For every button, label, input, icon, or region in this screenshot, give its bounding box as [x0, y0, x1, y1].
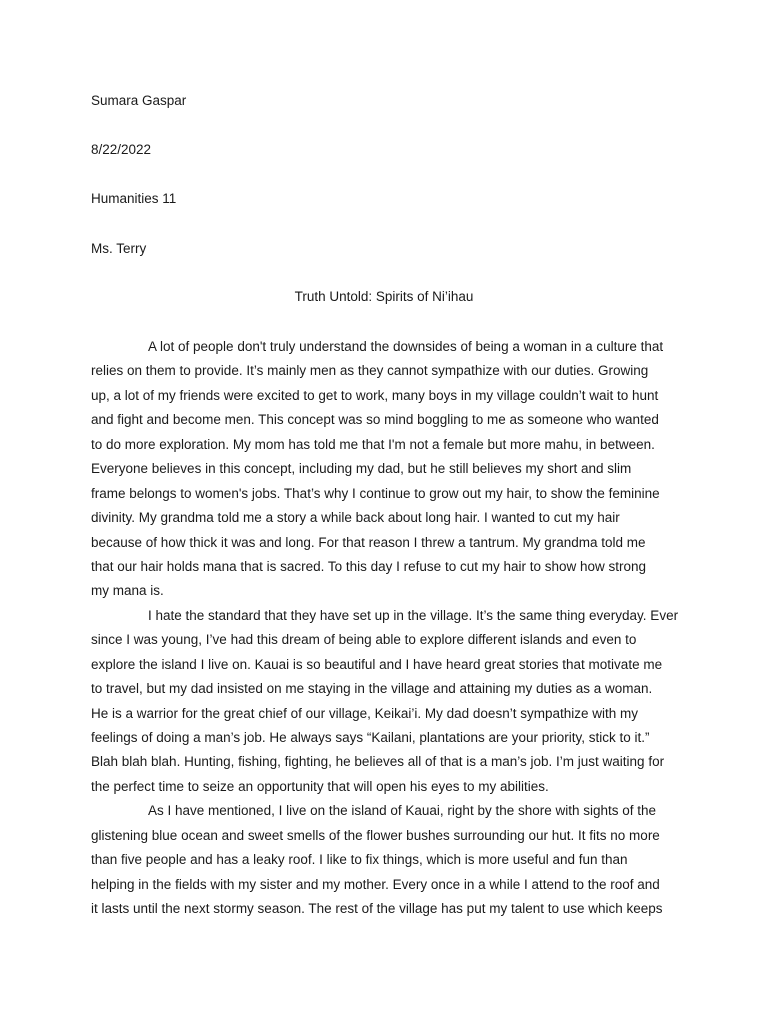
body-line: As I have mentioned, I live on the island of Kauai, right by the shore with sights of the	[148, 803, 657, 819]
body-line: glistening blue ocean and sweet smells of the flower bushes surrounding our hut. It fits no more	[91, 827, 660, 843]
body-line: it lasts until the next stormy season. The rest of the village has put my talent to use which keeps	[91, 901, 663, 917]
essay-title: Truth Untold: Spirits of Ni’ihau	[294, 289, 474, 304]
body-line: up, a lot of my friends were excited to get to work, many boys in my village couldn’t wait to hunt	[91, 387, 659, 403]
body-line: than five people and has a leaky roof. I like to fix things, which is more useful and fun than	[91, 852, 628, 868]
body-line: Blah blah blah. Hunting, fishing, fighting, he believes all of that is a man’s job. I’m just waiting for	[91, 754, 665, 770]
author-name: Sumara Gaspar	[91, 93, 187, 108]
body-line: because of how thick it was and long. For that reason I threw a tantrum. My grandma told me	[91, 534, 646, 550]
teacher-name: Ms. Terry	[91, 241, 147, 256]
essay-body	[91, 339, 691, 926]
body-line: Everyone believes in this concept, including my dad, but he still believes my short and slim	[91, 461, 632, 477]
body-line: A lot of people don't truly understand the downsides of being a woman in a culture that	[148, 339, 664, 354]
document-date: 8/22/2022	[91, 142, 152, 157]
course-name: Humanities 11	[91, 191, 177, 206]
body-line: that our hair holds mana that is sacred. To this day I refuse to cut my hair to show how strong	[91, 558, 647, 574]
body-line: and fight and become men. This concept was so mind boggling to me as someone who wanted	[91, 412, 659, 428]
body-line: I hate the standard that they have set up in the village. It’s the same thing everyday. Ever	[148, 607, 679, 623]
body-line: to do more exploration. My mom has told me that I'm not a female but more mahu, in between.	[91, 436, 655, 452]
body-line: frame belongs to women's jobs. That’s why I continue to grow out my hair, to show the feminine	[91, 485, 660, 501]
body-line: explore the island I live on. Kauai is so beautiful and I have heard great stories that motivate me	[91, 656, 663, 672]
body-line: to travel, but my dad insisted on me staying in the village and attaining my duties as a woman.	[91, 681, 653, 697]
body-line: divinity. My grandma told me a story a while back about long hair. I wanted to cut my hair	[91, 510, 620, 526]
body-line: feelings of doing a man’s job. He always says “Kailani, plantations are your priority, stick to it.”	[91, 730, 650, 745]
body-line: relies on them to provide. It’s mainly men as they cannot sympathize with our duties. Growing	[91, 363, 649, 379]
body-line: the perfect time to seize an opportunity that will open his eyes to my abilities.	[91, 778, 549, 794]
body-line: helping in the fields with my sister and my mother. Every once in a while I attend to the roof and	[91, 876, 660, 892]
body-line: He is a warrior for the great chief of our village, Keikai’i. My dad doesn’t sympathize with my	[91, 705, 638, 721]
body-line: since I was young, I’ve had this dream of being able to explore different islands and even to	[91, 632, 637, 648]
body-line: my mana is.	[91, 583, 164, 599]
